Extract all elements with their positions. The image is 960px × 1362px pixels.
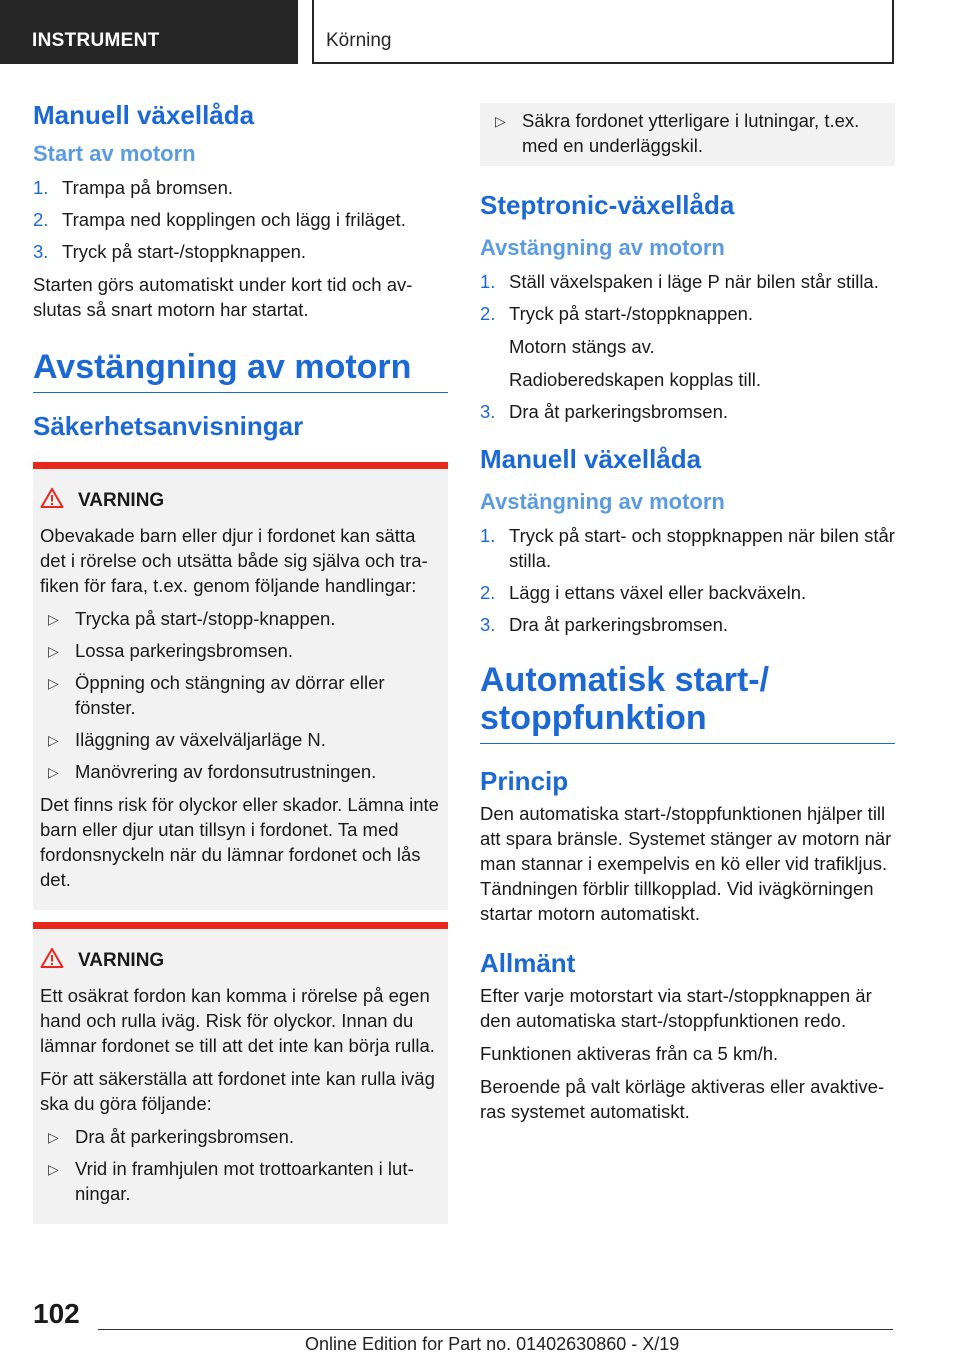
manual-steps — [480, 523, 895, 637]
list-item: ▷ Vrid in framhjulen mot trottoarkanten i lutningar. — [48, 1158, 414, 1204]
list-item: 2. Trampa ned kopplingen och lägg i friläget. — [33, 209, 406, 230]
warning-intro: Obevakade barn eller djur i fordonet kan sätta det i rörelse och utsätta både sig själva och trafiken för fara, t.ex. genom följande handlingar: — [40, 525, 428, 596]
manual-gearbox-title-2: Manuell växellåda — [480, 444, 702, 474]
warning-continuation — [480, 103, 895, 166]
shutdown-title: Avstängning av motorn — [33, 348, 448, 393]
triangle-bullet-icon: ▷ — [48, 1161, 59, 1177]
list-item: ▷ Lossa parkeringsbromsen. — [40, 638, 440, 663]
page-number: 102 — [33, 1298, 80, 1329]
safety-heading: Säkerhetsanvisningar — [33, 411, 304, 441]
chapter-tab-label: Körning — [326, 30, 392, 51]
warning-label: VARNING — [78, 490, 165, 511]
warning-items — [40, 606, 440, 784]
edition-text: Online Edition for Part no. 01402630860 - X/19 — [305, 1334, 680, 1354]
list-item: ▷ Öppning och stängning av dörrar eller fönster. — [48, 672, 385, 718]
list-item: ▷ Säkra fordonet ytterligare i lutningar, t.ex. med en underläggskil. — [495, 110, 860, 156]
triangle-bullet-icon: ▷ — [48, 732, 59, 748]
section-tab — [0, 0, 298, 64]
warning-outro: Det finns risk för olyckor eller skador. Lämna inte barn eller djur utan tillsyn i fordonet. Ta med fordonsnyckeln när du lämnar fordonet och lås det. — [40, 794, 439, 890]
principle-heading: Princip — [480, 766, 569, 796]
triangle-bullet-icon: ▷ — [48, 643, 59, 659]
footer-divider — [98, 1329, 893, 1330]
steptronic-steps — [480, 269, 895, 424]
warning-triangle-icon — [40, 947, 78, 975]
general-paragraph-1: Efter varje motorstart via start-/stoppknappen är den automatiska start-/stoppfunktionen redo. — [480, 985, 872, 1031]
triangle-bullet-icon: ▷ — [48, 764, 59, 780]
list-item: ▷ Iläggning av växelväljarläge N. — [40, 727, 440, 752]
list-item: ▷ Manövrering av fordonsutrustningen. — [40, 759, 440, 784]
warning-box — [33, 922, 448, 1224]
steptronic-shutdown-heading: Avstängning av motorn — [480, 235, 725, 260]
general-heading: Allmänt — [480, 948, 576, 978]
warning-intro-2: För att säkerställa att fordonet inte kan rulla iväg ska du göra följande: — [40, 1068, 435, 1114]
warning-items — [40, 1124, 440, 1206]
principle-text: Den automatiska start-/stoppfunktionen hjälper till att spara bränsle. Systemet stänger av motorn när man stannar i exempelvis en kö eller vid trafikljus. Tändningen förblir tillkopplad. Vid ivägkörningen startar motorn automatiskt. — [480, 803, 892, 924]
triangle-bullet-icon: ▷ — [495, 113, 506, 129]
list-item: ▷ Dra åt parkeringsbromsen. — [40, 1124, 440, 1149]
right-column — [480, 103, 895, 1132]
list-item: 1. Trampa på bromsen. — [33, 177, 234, 198]
start-engine-heading: Start av motorn — [33, 141, 196, 166]
list-item: 1. Ställ växelspaken i läge P när bilen står stilla. — [480, 271, 879, 292]
start-steps — [33, 175, 448, 264]
triangle-bullet-icon: ▷ — [48, 611, 59, 627]
list-item: 1. Tryck på start- och stoppknappen när bilen står stilla. — [480, 525, 895, 571]
auto-start-stop-title: Automatisk start-/ stoppfunktion — [480, 661, 895, 744]
manual-gearbox-title: Manuell växellåda — [33, 100, 255, 130]
section-tab-label: INSTRUMENT — [32, 30, 160, 51]
warning-label: VARNING — [78, 950, 165, 971]
start-note: Starten görs automatiskt under kort tid och avslutas så snart motorn har startat. — [33, 274, 413, 320]
list-item: ▷ Trycka på start-/stopp-knappen. — [40, 606, 440, 631]
list-item: 3. Dra åt parkeringsbromsen. — [480, 614, 729, 635]
warning-intro: Ett osäkrat fordon kan komma i rörelse på egen hand och rulla iväg. Risk för olyckor. Innan du lämnar fordonet se till att det inte kan börja rulla. — [40, 985, 435, 1056]
general-paragraph-2: Funktionen aktiveras från ca 5 km/h. — [480, 1043, 779, 1064]
warning-box — [33, 462, 448, 910]
list-item: 2. Lägg i ettans växel eller backväxeln. — [480, 582, 807, 603]
list-item: 3. Dra åt parkeringsbromsen. — [480, 401, 729, 422]
triangle-bullet-icon: ▷ — [48, 675, 59, 691]
triangle-bullet-icon: ▷ — [48, 1129, 59, 1145]
warning-triangle-icon — [40, 487, 78, 515]
chapter-tab — [312, 0, 894, 64]
general-paragraph-3: Beroende på valt körläge aktiveras eller avaktiveras systemet automatiskt. — [480, 1076, 885, 1122]
manual-shutdown-heading: Avstängning av motorn — [480, 489, 725, 514]
list-item: 2. Tryck på start-/stoppknappen. Motorn stängs av. Radioberedskapen kopplas till. — [480, 303, 761, 390]
left-column — [33, 100, 448, 1224]
list-item: 3. Tryck på start-/stoppknappen. — [33, 241, 307, 262]
steptronic-title: Steptronic-växellåda — [480, 190, 735, 220]
